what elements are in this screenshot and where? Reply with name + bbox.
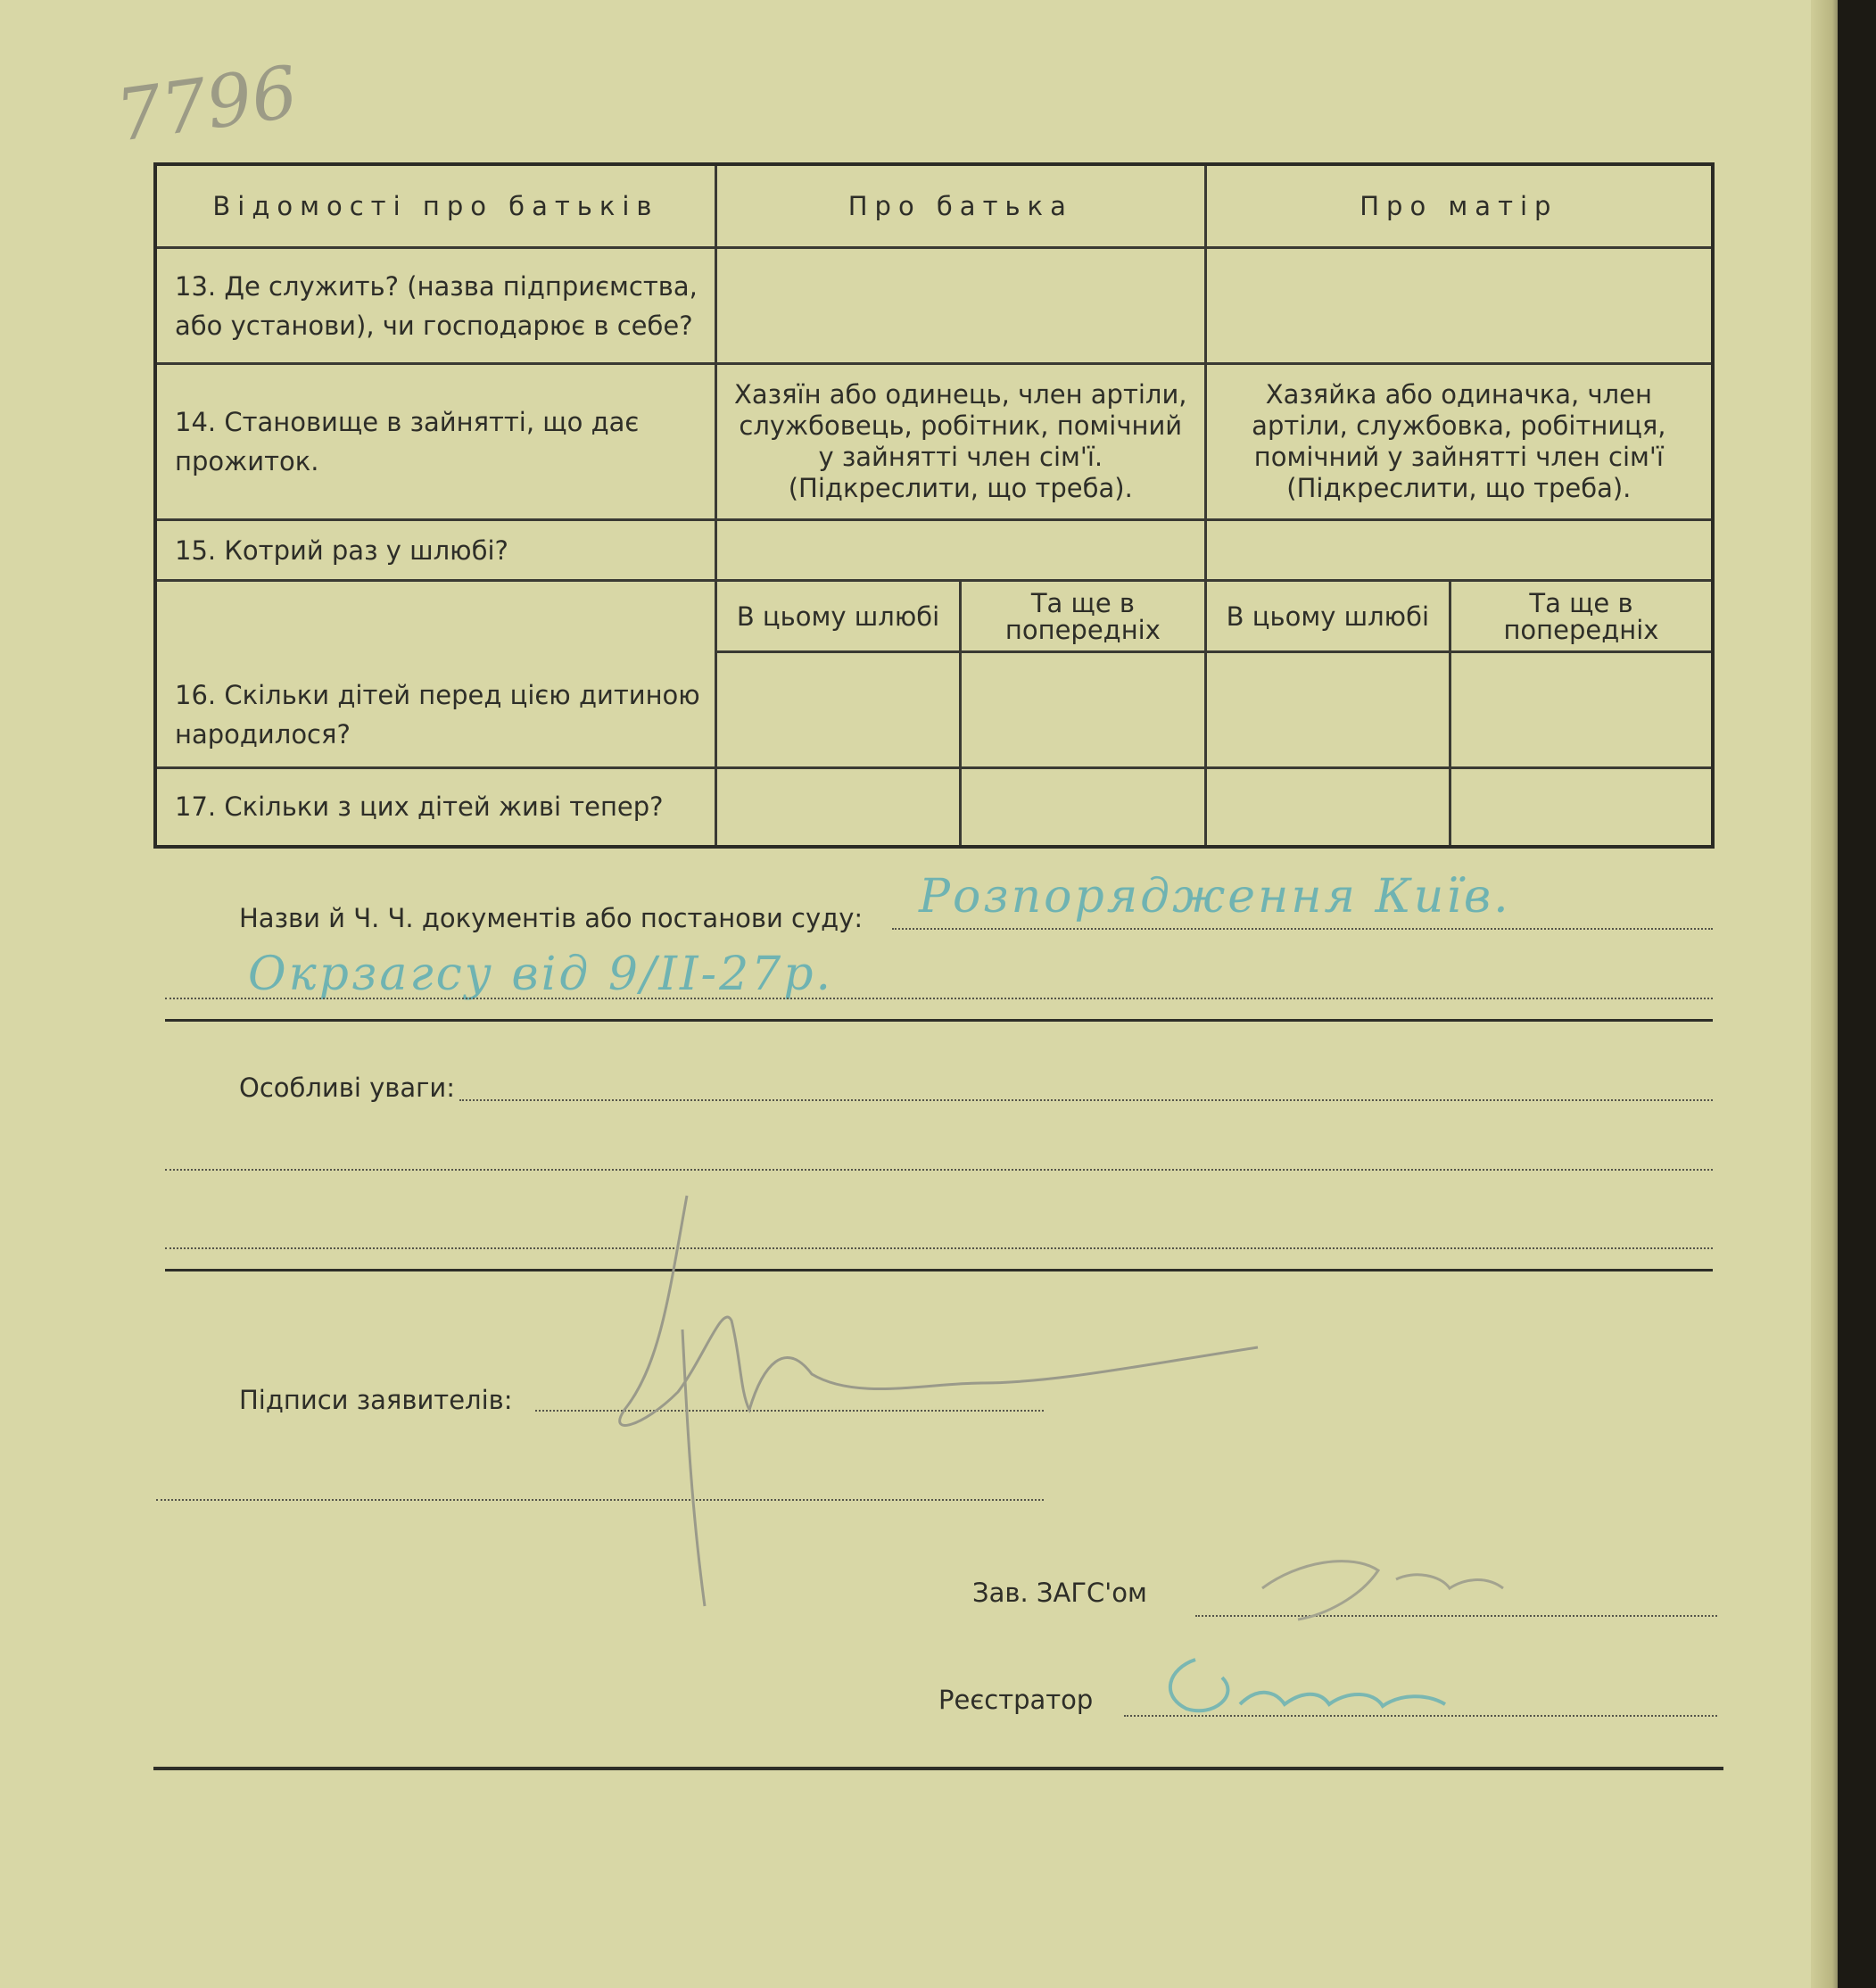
question-16: 16. Скільки дітей перед цією дитиною народилося? (155, 581, 715, 768)
mother-answer-15 (1205, 520, 1713, 581)
mother-children-previous (1450, 652, 1713, 768)
mother-occupation-options: Хазяйка або одиначка, член артіли, службовка, робітниця, помічний у зайнятті член сім'ї (Підкреслити, що треба). (1205, 364, 1713, 520)
father-this-marriage-header: В цьому шлюбі (715, 581, 960, 652)
parents-info-table (153, 162, 1715, 849)
table-header-row (155, 164, 1713, 248)
head-registry-signature (1244, 1535, 1512, 1633)
notes-dotted-line (459, 1099, 1713, 1101)
question-15: 15. Котрий раз у шлюбі? (155, 520, 715, 581)
table-row-15 (155, 520, 1713, 581)
signatures-label: Підписи заявителів: (239, 1385, 513, 1415)
documents-handwritten-line1: Розпорядження Київ. (919, 870, 1511, 924)
table-row-17 (155, 768, 1713, 847)
mother-alive-previous (1450, 768, 1713, 847)
registrar-signature (1160, 1642, 1454, 1731)
mother-this-marriage-header: В цьому шлюбі (1205, 581, 1450, 652)
father-previous-header: Та ще в попередніх (961, 581, 1206, 652)
header-about-mother: Про матір (1205, 164, 1713, 248)
father-alive-previous (961, 768, 1206, 847)
divider-1 (165, 1019, 1713, 1022)
father-children-previous (961, 652, 1206, 768)
mother-alive-this (1205, 768, 1450, 847)
notes-label: Особливі уваги: (239, 1073, 456, 1103)
mother-previous-header: Та ще в попередніх (1450, 581, 1713, 652)
question-17: 17. Скільки з цих дітей живі тепер? (155, 768, 715, 847)
table-row-14 (155, 364, 1713, 520)
notes-dotted-line-2 (165, 1169, 1713, 1171)
applicant-signature (607, 1187, 1285, 1615)
father-answer-15 (715, 520, 1205, 581)
head-registry-label: Зав. ЗАГС'ом (972, 1578, 1147, 1608)
documents-handwritten-line2: Окрзагсу від 9/II-27р. (248, 948, 834, 1001)
header-parents-info: Відомості про батьків (155, 164, 715, 248)
page-edge (1838, 0, 1876, 1988)
archive-number-scribble: 7796 (111, 50, 303, 158)
father-answer-13 (715, 248, 1205, 364)
table-row-13 (155, 248, 1713, 364)
mother-children-this (1205, 652, 1450, 768)
question-13: 13. Де служить? (назва підприємства, або установи), чи господарює в себе? (155, 248, 715, 364)
question-14: 14. Становище в зайнятті, що дає прожиток. (155, 364, 715, 520)
documents-label: Назви й Ч. Ч. документів або постанови суду: (239, 903, 864, 933)
table-row-16-subheader (155, 581, 1713, 652)
bottom-divider (153, 1767, 1723, 1770)
documents-dotted-line (892, 928, 1713, 930)
registrar-label: Реєстратор (938, 1685, 1094, 1715)
mother-answer-13 (1205, 248, 1713, 364)
father-alive-this (715, 768, 960, 847)
header-about-father: Про батька (715, 164, 1205, 248)
father-children-this (715, 652, 960, 768)
documents-dotted-line-2 (165, 998, 1713, 999)
father-occupation-options: Хазяїн або одинець, член артіли, службовець, робітник, помічний у зайнятті член сім'ї. (Підкреслити, що треба). (715, 364, 1205, 520)
